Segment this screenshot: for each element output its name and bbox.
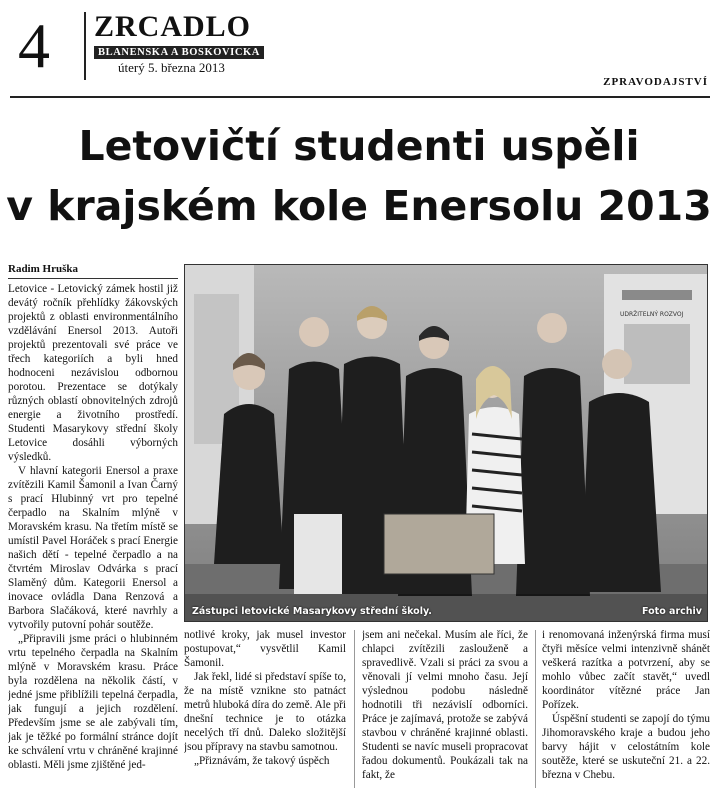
author-rule xyxy=(8,278,178,279)
headline-line-2: v krajském kole Enersolu 2013 xyxy=(6,182,712,230)
paragraph: Úspěšní studenti se zapojí do týmu Jihomoravského kraje a budou jeho barvy hájit v celostátním kole soutěže, které se uskuteční 21. a 22. března v Chebu. xyxy=(542,713,710,781)
paragraph: Jak řekl, lidé si představí spíše to, že na místě vznikne sto patnáct metrů hluboká díra do země. Ale při dnešní technice je to otázka necelých tří dnů. Daleko složitější jsou přípravy na stavbu samotnou. xyxy=(184,671,346,753)
header-rule xyxy=(10,96,710,98)
paragraph: jsem ani nečekal. Musím ale říci, že chlapci zvítězili zaslouženě a spravedlivě. Vzali si práci za svou a věnovali jí velmi mnoho času. Její výslednou podobu následně hodnotili tři nezávislí odborníci. Práce je zajímavá, protože se zabývá stavbou v chráněné krajinné oblasti. Studenti se navíc museli propracovat řadou dokumentů. Poukázali tak na fakt, že xyxy=(362,629,528,781)
group-photo-illustration xyxy=(184,264,708,622)
paragraph: Letovice - Letovický zámek hostil již devátý ročník přehlídky žákovských projektů z oblasti environmentálního vzdělávání Enersol 2013. Autoři projektů prezentovali své práce ve třech kategoriích a byli hned hodnoceni nezávislou odbornou porotou. Prezentace se dotýkaly různých oblastí obnovitelných zdrojů energie a životního prostředí. Studenti Masarykovy střední školy Letovice dosáhli výborných výsledků. xyxy=(8,283,178,463)
masthead-divider xyxy=(84,12,86,80)
masthead xyxy=(94,12,264,60)
photo-credit: Foto archiv xyxy=(642,606,702,617)
paragraph: notlivé kroky, jak musel investor postupovat,“ vysvětlil Kamil Šamonil. xyxy=(184,629,346,669)
headline-line-1: Letovičtí studenti uspěli xyxy=(78,122,640,170)
gift-bag xyxy=(294,514,342,594)
article-column-1 xyxy=(8,282,178,785)
section-label: ZPRAVODAJSTVÍ xyxy=(603,76,708,88)
article-headline xyxy=(0,116,718,236)
newspaper-subtitle: BLANENSKA A BOSKOVICKA xyxy=(94,46,264,59)
article-column-3 xyxy=(362,628,528,788)
paragraph: „Připravili jsme práci o hlubinném vrtu tepelného čerpadla na Skalním mlýně v Moravském krasu. Práce byla rozdělena na několik částí, v jedné jsme přiblížili tepelná čerpadla, jak fungují a jejich rozdělení. Především jsme se ale zabývali tím, jak je těžké po formální stránce dojít ke schválení vrtu v chráněné krajinné oblasti. Měli jsme zjištěné jed- xyxy=(8,633,178,771)
page-number: 4 xyxy=(18,10,50,81)
paragraph: V hlavní kategorii Enersol a praxe zvítězili Kamil Šamonil a Ivan Čarný s prací Hlubinný vrt pro tepelné čerpadlo na Skalním mlýně v Moravském krasu. Na třetím místě se umístil Pavel Horáček s prací Energie našich dětí - tepelné čerpadlo a na čtvrtém Miroslav Odvárka s prací Slaměný dům. Kategorii Enersol a inovace ovládla Dana Renzová a Barbora Slačáková, které navrhly a vytvořily putovní pohár soutěže. xyxy=(8,465,178,631)
newspaper-title: ZRCADLO xyxy=(94,10,252,43)
article-photo xyxy=(184,264,708,622)
article-column-2 xyxy=(184,628,346,788)
paragraph: i renomovaná inženýrská firma musí čtyři měsíce velmi intenzivně shánět veškerá razítka a potvrzení, aby se mohlo vůbec začít stavět,“ uvedl koordinátor vítězné práce Jan Pořízek. xyxy=(542,629,710,711)
article-author: Radim Hruška xyxy=(8,263,78,275)
poster-heading: UDRŽITELNÝ ROZVOJ xyxy=(620,311,684,318)
framed-picture xyxy=(384,514,494,574)
issue-date: úterý 5. března 2013 xyxy=(118,60,225,75)
article-column-4 xyxy=(542,628,710,788)
column-separator xyxy=(535,630,536,788)
photo-caption: Zástupci letovické Masarykovy střední školy. xyxy=(192,606,432,617)
column-separator xyxy=(354,630,355,788)
paragraph: „Přiznávám, že takový úspěch xyxy=(194,755,330,767)
